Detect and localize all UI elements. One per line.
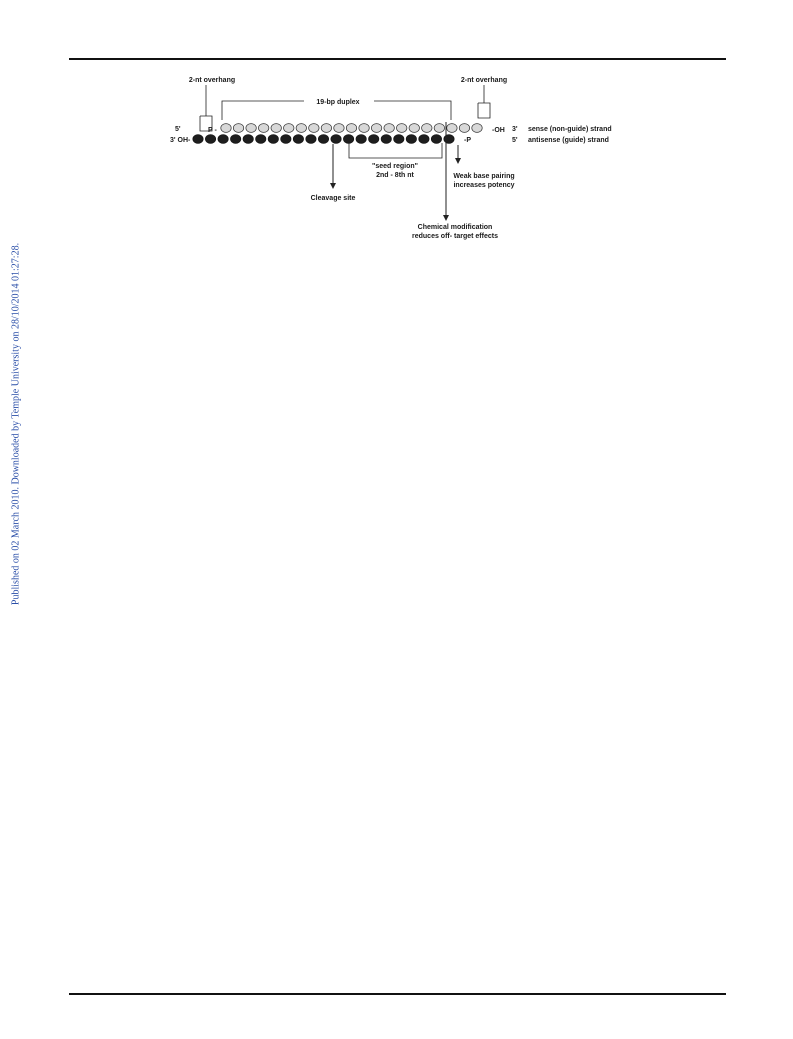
weak-pairing-label-1: Weak base pairing xyxy=(453,173,515,180)
antisense-nucleotide xyxy=(256,135,266,144)
antisense-nucleotide xyxy=(243,135,253,144)
seed-region-label: "seed region" xyxy=(372,163,418,170)
sense-nucleotide xyxy=(346,124,356,133)
duplex-label: 19-bp duplex xyxy=(316,99,360,106)
overhang-right-label: 2-nt overhang xyxy=(460,77,508,84)
antisense-end-label: 5' xyxy=(512,137,518,144)
weak-pairing-label-2: increases potency xyxy=(453,182,515,189)
footer-rule xyxy=(69,993,726,995)
sense-phosphate-label: P - xyxy=(208,127,217,134)
sense-strand-label: sense (non-guide) strand xyxy=(528,126,612,133)
sense-strand xyxy=(221,124,482,133)
download-watermark: Published on 02 March 2010. Downloaded by Temple University on 28/10/2014 01:27:28. xyxy=(10,242,22,606)
chem-mod-label-2: reduces off- target effects xyxy=(412,233,498,240)
antisense-nucleotide xyxy=(193,135,203,144)
sense-nucleotide xyxy=(309,124,319,133)
sense-nucleotide xyxy=(409,124,419,133)
sense-nucleotide xyxy=(284,124,294,133)
antisense-nucleotide xyxy=(331,135,341,144)
sense-nucleotide xyxy=(334,124,344,133)
five-prime-label: 5' xyxy=(175,126,181,133)
seed-range-label: 2nd - 8th nt xyxy=(376,172,414,179)
antisense-nucleotide xyxy=(205,135,215,144)
antisense-nucleotide xyxy=(218,135,228,144)
antisense-nucleotide xyxy=(444,135,454,144)
sense-nucleotide xyxy=(271,124,281,133)
antisense-nucleotide xyxy=(281,135,291,144)
overhang-left-bracket xyxy=(200,85,212,131)
antisense-nucleotide xyxy=(306,135,316,144)
antisense-nucleotide xyxy=(381,135,391,144)
chem-mod-label-1: Chemical modification xyxy=(417,224,493,231)
sense-nucleotide xyxy=(296,124,306,133)
antisense-strand-label: antisense (guide) strand xyxy=(528,137,609,144)
cleavage-label: Cleavage site xyxy=(310,195,356,202)
sense-nucleotide xyxy=(258,124,268,133)
antisense-nucleotide xyxy=(293,135,303,144)
antisense-nucleotide xyxy=(318,135,328,144)
antisense-nucleotide xyxy=(230,135,240,144)
overhang-right-bracket xyxy=(478,85,490,118)
antisense-nucleotide xyxy=(431,135,441,144)
antisense-nucleotide xyxy=(394,135,404,144)
sense-end-label: 3' xyxy=(512,126,518,133)
sense-hydroxyl-label: -OH xyxy=(492,127,505,134)
antisense-nucleotide xyxy=(419,135,429,144)
sense-nucleotide xyxy=(359,124,369,133)
antisense-nucleotide xyxy=(268,135,278,144)
antisense-nucleotide xyxy=(406,135,416,144)
sense-nucleotide xyxy=(371,124,381,133)
antisense-strand xyxy=(193,135,454,144)
sense-nucleotide xyxy=(384,124,394,133)
seed-region-bracket xyxy=(349,143,442,158)
overhang-left-label: 2-nt overhang xyxy=(188,77,236,84)
antisense-nucleotide xyxy=(343,135,353,144)
sense-nucleotide xyxy=(321,124,331,133)
three-prime-oh-label: 3' OH- xyxy=(170,137,191,144)
sense-nucleotide xyxy=(459,124,469,133)
sense-nucleotide xyxy=(397,124,407,133)
sense-nucleotide xyxy=(447,124,457,133)
antisense-phosphate-label: -P xyxy=(464,137,471,144)
sense-nucleotide xyxy=(233,124,243,133)
sirna-diagram xyxy=(0,0,793,300)
antisense-nucleotide xyxy=(369,135,379,144)
sense-nucleotide xyxy=(246,124,256,133)
sense-nucleotide xyxy=(422,124,432,133)
sense-nucleotide xyxy=(472,124,482,133)
sense-nucleotide xyxy=(434,124,444,133)
antisense-nucleotide xyxy=(356,135,366,144)
sense-nucleotide xyxy=(221,124,231,133)
